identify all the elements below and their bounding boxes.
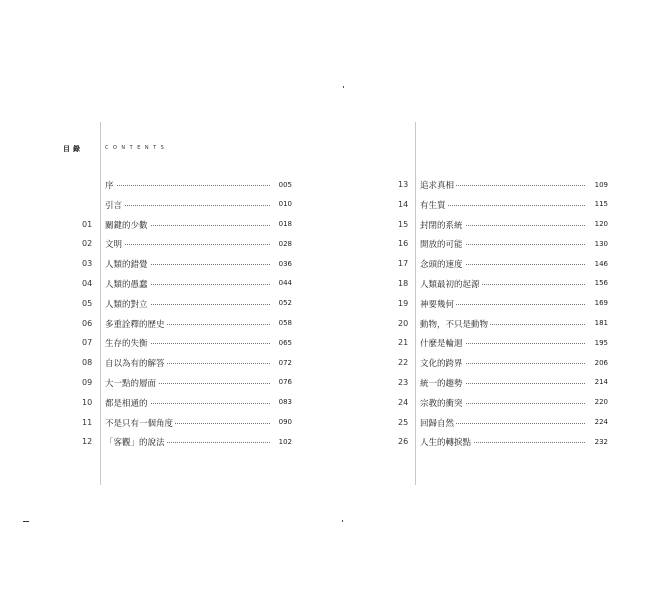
chapter-number: 21 <box>398 338 409 348</box>
toc-heading-english: CONTENTS <box>105 145 169 151</box>
toc-entry[interactable] <box>0 375 620 395</box>
toc-entry[interactable] <box>0 217 620 237</box>
chapter-number: 01 <box>82 219 93 229</box>
chapter-title: 「客觀」的說法 <box>105 438 165 449</box>
toc-right-column <box>0 177 620 454</box>
page-number: 195 <box>594 338 608 347</box>
chapter-title: 序 <box>105 181 114 191</box>
toc-entry[interactable] <box>0 395 620 415</box>
chapter-number: 10 <box>82 397 93 407</box>
page-number: 018 <box>278 220 292 229</box>
chapter-title: 人類的對立 <box>105 299 148 310</box>
page-number: 181 <box>594 319 608 328</box>
page-number: 220 <box>594 398 608 407</box>
chapter-number: 05 <box>82 298 93 308</box>
page-number: 065 <box>278 338 292 347</box>
chapter-title: 統一的趨勢 <box>420 378 463 389</box>
chapter-number: 16 <box>398 239 409 249</box>
chapter-number: 11 <box>82 417 93 427</box>
page-number: 044 <box>278 279 292 288</box>
chapter-title: 文明 <box>105 240 123 251</box>
toc-heading: 目錄 <box>63 145 83 153</box>
page-number: 036 <box>278 259 292 268</box>
chapter-title: 有生質 <box>420 200 446 211</box>
chapter-title: 人類的錯覺 <box>105 260 148 271</box>
chapter-title: 追求真相 <box>420 181 455 191</box>
chapter-title: 多重詮釋的歷史 <box>105 319 165 330</box>
page-number: 130 <box>594 239 608 248</box>
toc-entry[interactable] <box>0 434 620 454</box>
chapter-title: 人生的轉捩點 <box>420 438 472 449</box>
top-crop-dot <box>343 86 344 88</box>
chapter-number: 06 <box>82 318 93 328</box>
toc-entry[interactable] <box>0 177 620 197</box>
chapter-title: 生存的失衡 <box>105 339 148 350</box>
page-number: 156 <box>594 279 608 288</box>
page-number: 058 <box>278 319 292 328</box>
chapter-title: 關鍵的少數 <box>105 220 148 231</box>
chapter-title: 自以為有的解答 <box>105 359 165 370</box>
chapter-number: 23 <box>398 377 409 387</box>
page-number: 120 <box>594 220 608 229</box>
toc-entry[interactable] <box>0 197 620 217</box>
page-number: 028 <box>278 239 292 248</box>
page-number: 102 <box>278 437 292 446</box>
chapter-title: 開放的可能 <box>420 240 463 251</box>
page-number: 052 <box>278 299 292 308</box>
page-number: 109 <box>594 180 608 189</box>
page-number: 146 <box>594 259 608 268</box>
chapter-number: 08 <box>82 358 93 368</box>
chapter-number: 24 <box>398 397 409 407</box>
chapter-number: 13 <box>398 180 409 189</box>
chapter-title: 人類最初的起源 <box>420 279 480 290</box>
page-number: 232 <box>594 437 608 446</box>
chapter-number: 03 <box>82 259 93 269</box>
chapter-title: 回歸自然 <box>420 418 455 429</box>
page-number: 115 <box>594 200 608 209</box>
page-number: 083 <box>278 398 292 407</box>
chapter-number: 02 <box>82 239 93 249</box>
page-number: 005 <box>278 180 292 189</box>
toc-entry[interactable] <box>0 316 620 336</box>
toc-entry[interactable] <box>0 236 620 256</box>
chapter-number: 17 <box>398 259 409 269</box>
toc-entry[interactable] <box>0 415 620 435</box>
page-number: 169 <box>594 299 608 308</box>
chapter-title: 大一點的層面 <box>105 378 157 389</box>
chapter-title: 什麼是輪迴 <box>420 339 463 350</box>
chapter-number: 18 <box>398 278 409 288</box>
chapter-number: 20 <box>398 318 409 328</box>
chapter-number: 04 <box>82 278 93 288</box>
chapter-number: 14 <box>398 199 409 209</box>
toc-entry[interactable] <box>0 256 620 276</box>
page-number: 076 <box>278 378 292 387</box>
chapter-title: 動物，不只是動物 <box>420 319 489 330</box>
page-number: 010 <box>278 200 292 209</box>
page-number: 224 <box>594 418 608 427</box>
chapter-number: 09 <box>82 377 93 387</box>
chapter-title: 念頭的速度 <box>420 260 463 271</box>
page-number: 206 <box>594 358 608 367</box>
toc-entry[interactable] <box>0 355 620 375</box>
page-number: 214 <box>594 378 608 387</box>
chapter-number: 15 <box>398 219 409 229</box>
chapter-title: 文化的跨界 <box>420 359 463 370</box>
chapter-number: 07 <box>82 338 93 348</box>
bottom-center-crop-dot <box>342 520 343 522</box>
chapter-title: 宗教的衝突 <box>420 398 463 409</box>
chapter-title: 人類的愚蠢 <box>105 279 148 290</box>
chapter-title: 引言 <box>105 200 123 211</box>
toc-entry[interactable] <box>0 296 620 316</box>
page-number: 072 <box>278 358 292 367</box>
toc-entry[interactable] <box>0 335 620 355</box>
bottom-left-crop-mark <box>23 521 29 522</box>
chapter-title: 封閉的系統 <box>420 220 463 231</box>
page-number: 090 <box>278 418 292 427</box>
chapter-number: 19 <box>398 298 409 308</box>
toc-entry[interactable] <box>0 276 620 296</box>
chapter-title: 神要幾何 <box>420 299 455 310</box>
chapter-number: 26 <box>398 437 409 447</box>
chapter-number: 12 <box>82 437 93 447</box>
chapter-number: 25 <box>398 417 409 427</box>
chapter-title: 都是相通的 <box>105 398 148 409</box>
chapter-title: 不是只有一個角度 <box>105 418 174 429</box>
chapter-number: 22 <box>398 358 409 368</box>
